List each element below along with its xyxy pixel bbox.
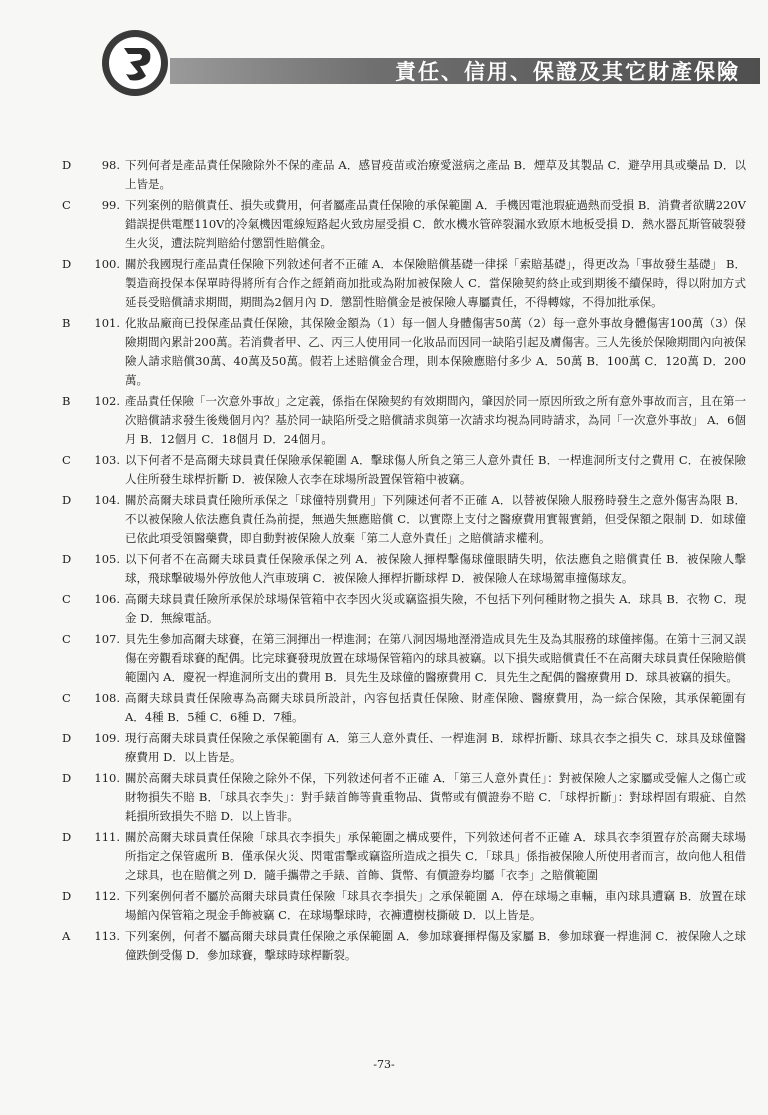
question-text: 下列案例何者不屬於高爾夫球員責任保險「球具衣李損失」之承保範圍 A．停在球場之車輛，車內球具遭竊 B．放置在球場館內保管箱之現金手飾被竊 C．在球場擊球時，衣褲遭樹枝撕破 D．以上皆是。 <box>125 889 746 922</box>
question-item <box>62 392 746 449</box>
question-text: 以下何者不在高爾夫球員責任保險承保之列 A．被保險人揮桿擊傷球僮眼睛失明，依法應負之賠償責任 B．被保險人擊球，飛球擊破場外停放他人汽車玻璃 C．被保險人揮桿折斷球桿 D．被保險人在球場駕車撞傷球友。 <box>125 552 746 585</box>
answer-key: D <box>62 731 72 745</box>
page-header <box>0 0 768 120</box>
question-number: 102. <box>94 394 120 408</box>
question-number: 110. <box>94 771 120 785</box>
question-item <box>62 729 746 767</box>
answer-key: D <box>62 830 72 844</box>
question-number: 113. <box>94 929 120 943</box>
answer-key: C <box>62 198 71 212</box>
question-text: 產品責任保險「一次意外事故」之定義，係指在保險契約有效期間內，肇因於同一原因所致之所有意外事故而言，且在第一次賠償請求發生後幾個月內？基於同一缺陷所受之賠償請求與第一次請求均視為同時請求，為同「一次意外事故」 A．6個月 B．12個月 C．18個月 D．24個月。 <box>125 394 746 446</box>
question-text: 化妝品廠商已投保產品責任保險，其保險金額為（1）每一個人身體傷害50萬（2）每一意外事故身體傷害100萬（3）保險期間內累計200萬。若消費者甲、乙、丙三人使用同一化妝品而因同一缺陷引起及膚傷害。三人先後於保險期間內向被保險人請求賠償30萬、40萬及50萬。假若上述賠償金合理，則本保險應賠付多少 A．50萬 B．100萬 C．120萬 D．200萬。 <box>125 316 746 387</box>
question-number: 106. <box>94 592 120 606</box>
answer-key: B <box>62 394 71 408</box>
question-item <box>62 689 746 727</box>
question-text: 關於我國現行產品責任保險下列敘述何者不正確 A．本保險賠償基礎一律採「索賠基礎」，得更改為「事故發生基礎」 B．製造商投保本保單時得將所有合作之經銷商加批或為附加被保險人 C．當保險契約終止或到期後不續保時，得以附加方式延長受賠償請求期間，期間為2個月內 D．懲罰性賠償金是被保險人專屬責任，不得轉嫁，不得加批承保。 <box>125 257 746 309</box>
dragon-logo-icon <box>100 28 170 98</box>
question-item <box>62 630 746 687</box>
question-number: 101. <box>94 316 120 330</box>
question-text: 高爾夫球員責任險所承保於球場保管箱中衣李因火災或竊盜損失險，不包括下列何種財物之損失 A．球具 B．衣物 C．現金 D．無線電話。 <box>125 592 746 625</box>
question-number: 98. <box>101 158 120 172</box>
question-text: 下列案例的賠償責任、損失或費用，何者屬產品責任保險的承保範圍 A．手機因電池瑕疵過熱而受損 B．消費者欲購220V錯誤提供電壓110V的冷氣機因電線短路起火致房屋受損 C．飲水機水管碎裂漏水致原木地板受損 D．熱水器瓦斯管破裂發生火災，遭法院判賠給付懲罰性賠償金。 <box>125 198 746 250</box>
question-text: 高爾夫球員責任保險專為高爾夫球員所設計，內容包括責任保險、財產保險、醫療費用，為一綜合保險，其承保範圍有 A．4種 B．5種 C．6種 D．7種。 <box>125 691 746 724</box>
answer-key: D <box>62 493 72 507</box>
question-text: 關於高爾夫球員責任保險「球具衣李損失」承保範圍之構成要件，下列敘述何者不正確 A．球具衣李須置存於高爾夫球場所指定之保管處所 B．僅承保火災、閃電雷擊或竊盜所造成之損失 C．「球具」係指被保險人所使用者而言，故向他人租借之球具，也在賠償之列 D．隨手攜帶之手錶、首飾、貨幣、有價證券均屬「衣李」之賠償範圍 <box>125 830 746 882</box>
question-item <box>62 887 746 925</box>
question-item <box>62 927 746 965</box>
question-item <box>62 314 746 390</box>
answer-key: C <box>62 592 71 606</box>
question-number: 104. <box>94 493 120 507</box>
question-item <box>62 550 746 588</box>
answer-key: D <box>62 158 72 172</box>
question-item <box>62 491 746 548</box>
question-item <box>62 255 746 312</box>
question-text: 下列案例，何者不屬高爾夫球員責任保險之承保範圍 A．參加球賽揮桿傷及家屬 B．參加球賽一桿進洞 C．被保險人之球僮跌倒受傷 D．參加球賽，擊球時球桿斷裂。 <box>125 929 746 962</box>
question-number: 105. <box>94 552 120 566</box>
answer-key: D <box>62 771 72 785</box>
question-number: 99. <box>101 198 120 212</box>
question-number: 112. <box>94 889 120 903</box>
question-number: 109. <box>94 731 120 745</box>
question-number: 100. <box>94 257 120 271</box>
answer-key: D <box>62 552 72 566</box>
chapter-title: 責任、信用、保證及其它財產保險 <box>395 60 740 84</box>
question-text: 關於高爾夫球員責任保險之除外不保，下列敘述何者不正確 A．「第三人意外責任」：對被保險人之家屬或受僱人之傷亡或財物損失不賠 B．「球具衣李失」：對手錶首飾等貴重物品、貨幣或有價證券不賠 C．「球桿折斷」：對球桿固有瑕疵、自然耗損所致損失不賠 D．以上皆非。 <box>125 771 746 823</box>
answer-key: C <box>62 632 71 646</box>
answer-key: C <box>62 691 71 705</box>
question-item <box>62 156 746 194</box>
question-item <box>62 828 746 885</box>
question-list <box>62 156 746 967</box>
question-text: 現行高爾夫球員責任保險之承保範圍有 A．第三人意外責任、一桿進洞 B．球桿折斷、球具衣李之損失 C．球具及球僮醫療費用 D．以上皆是。 <box>125 731 746 764</box>
page-number: -73- <box>373 1058 395 1071</box>
answer-key: B <box>62 316 71 330</box>
question-text: 關於高爾夫球員責任險所承保之「球僮特別費用」下列陳述何者不正確 A．以替被保險人服務時發生之意外傷害為限 B．不以被保險人依法應負責任為前提，無過失無應賠償 C．以實際上支付之醫療費用實報實銷，但受保額之限制 D．如球僮已依此項受領醫藥費，即自動對被保險人放棄「第二人意外責任」之賠償請求權利。 <box>125 493 746 545</box>
question-number: 107. <box>94 632 120 646</box>
question-number: 108. <box>94 691 120 705</box>
question-text: 下列何者是產品責任保險除外不保的產品 A．感冒疫苗或治療愛滋病之產品 B．煙草及其製品 C．避孕用具或藥品 D．以上皆是。 <box>125 158 746 191</box>
answer-key: A <box>62 929 71 943</box>
question-text: 貝先生參加高爾夫球賽，在第三洞揮出一桿進洞；在第八洞因場地溼滑造成貝先生及為其服務的球僮摔傷。在第十三洞又誤傷在旁觀看球賽的配偶。比完球賽發現放置在球場保管箱內的球具被竊。以下損失或賠償責任不在高爾夫球員責任保險賠償範圍內 A．慶祝一桿進洞所支出的費用 B．貝先生及球僮的醫療費用 C．貝先生之配偶的醫療費用 D．球具被竊的損失。 <box>125 632 746 684</box>
question-item <box>62 590 746 628</box>
question-text: 以下何者不是高爾夫球員責任保險承保範圍 A．擊球傷人所負之第三人意外責任 B．一桿進洞所支付之費用 C．在被保險人住所發生球桿折斷 D．被保險人衣李在球場所設置保管箱中被竊。 <box>125 453 746 486</box>
question-number: 111. <box>94 830 120 844</box>
question-number: 103. <box>94 453 120 467</box>
answer-key: C <box>62 453 71 467</box>
question-item <box>62 769 746 826</box>
answer-key: D <box>62 889 72 903</box>
question-item <box>62 196 746 253</box>
answer-key: D <box>62 257 72 271</box>
question-item <box>62 451 746 489</box>
